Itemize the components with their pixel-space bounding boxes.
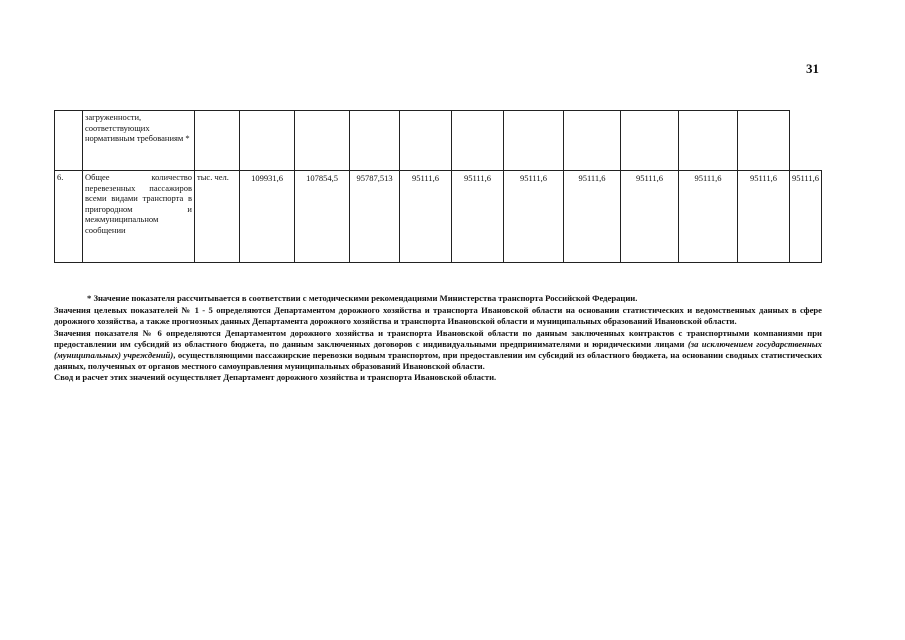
note-indicator-6-text-end: , осуществляющими пассажирские перевозки водным транспортом, при предоставлении им субсидий из областного бюджета, на основании сводных статистических данных, полученных от органов местного самоуправления муниципальных образований Ивановской области. xyxy=(54,350,822,372)
value-cell: 95787,513 xyxy=(350,171,400,263)
value-cell: 95111,6 xyxy=(738,171,790,263)
page-number: 31 xyxy=(806,61,819,76)
note-indicators-1-5 xyxy=(54,305,822,327)
value-cell xyxy=(350,111,400,171)
row-number-cell: 6. xyxy=(55,171,83,263)
value-cell xyxy=(621,111,679,171)
footnote-methodology: * Значение показателя рассчитывается в соответствии с методическими рекомендациями Министерства транспорта Российской Федерации. xyxy=(87,293,638,303)
value-cell: 109931,6 xyxy=(240,171,295,263)
value-cell xyxy=(452,111,504,171)
value-cell: 95111,6 xyxy=(452,171,504,263)
note-indicator-6 xyxy=(54,328,822,373)
value-cell: 95111,6 xyxy=(504,171,564,263)
row-number-cell xyxy=(55,111,83,171)
notes-section xyxy=(54,293,822,384)
value-cell: 95111,6 xyxy=(564,171,621,263)
note-summary: Свод и расчет этих значений осуществляет Департамент дорожного хозяйства и транспорта Ивановской области. xyxy=(54,372,497,383)
value-cell xyxy=(400,111,452,171)
value-cell: 95111,6 xyxy=(400,171,452,263)
note-indicator-6-text: Значения показателя № 6 определяются Департаментом дорожного хозяйства и транспорта Ивановской области по данным заключенных контрактов с транспортными компаниями при предоставлении им субсидий из областного бюджета, по данным заключенных договоров с индивидуальными предпринимателями и юридическими лицами xyxy=(54,327,822,349)
unit-cell: тыс. чел. xyxy=(195,171,240,263)
table-row xyxy=(55,171,822,263)
table-row xyxy=(55,111,822,171)
value-cell xyxy=(504,111,564,171)
value-cell xyxy=(738,111,790,171)
indicator-name-cell: загруженности, соответствующих нормативным требованиям * xyxy=(83,111,195,171)
value-cell xyxy=(564,111,621,171)
value-cell xyxy=(295,111,350,171)
value-cell: 95111,6 xyxy=(621,171,679,263)
value-cell: 95111,6 xyxy=(679,171,738,263)
note-indicator-6-italic: (за исключением государственных (муниципальных) учреждений) xyxy=(54,338,822,361)
indicators-table xyxy=(54,110,822,263)
indicator-name-cell: Общее количество перевезенных пассажиров всеми видами транспорта в пригородном и межмуниципальном сообщении xyxy=(83,171,195,263)
value-cell xyxy=(240,111,295,171)
value-cell: 95111,6 xyxy=(790,171,822,263)
value-cell: 107854,5 xyxy=(295,171,350,263)
value-cell xyxy=(679,111,738,171)
note-indicators-1-5-text: Значения целевых показателей № 1 - 5 определяются Департаментом дорожного хозяйства и транспорта Ивановской области на основании статистических и ведомственных данных в сфере дорожного хозяйства, а также прогнозных данных Департамента дорожного хозяйства и транспорта Ивановской области и муниципальных образований Ивановской области. xyxy=(54,305,822,327)
unit-cell xyxy=(195,111,240,171)
